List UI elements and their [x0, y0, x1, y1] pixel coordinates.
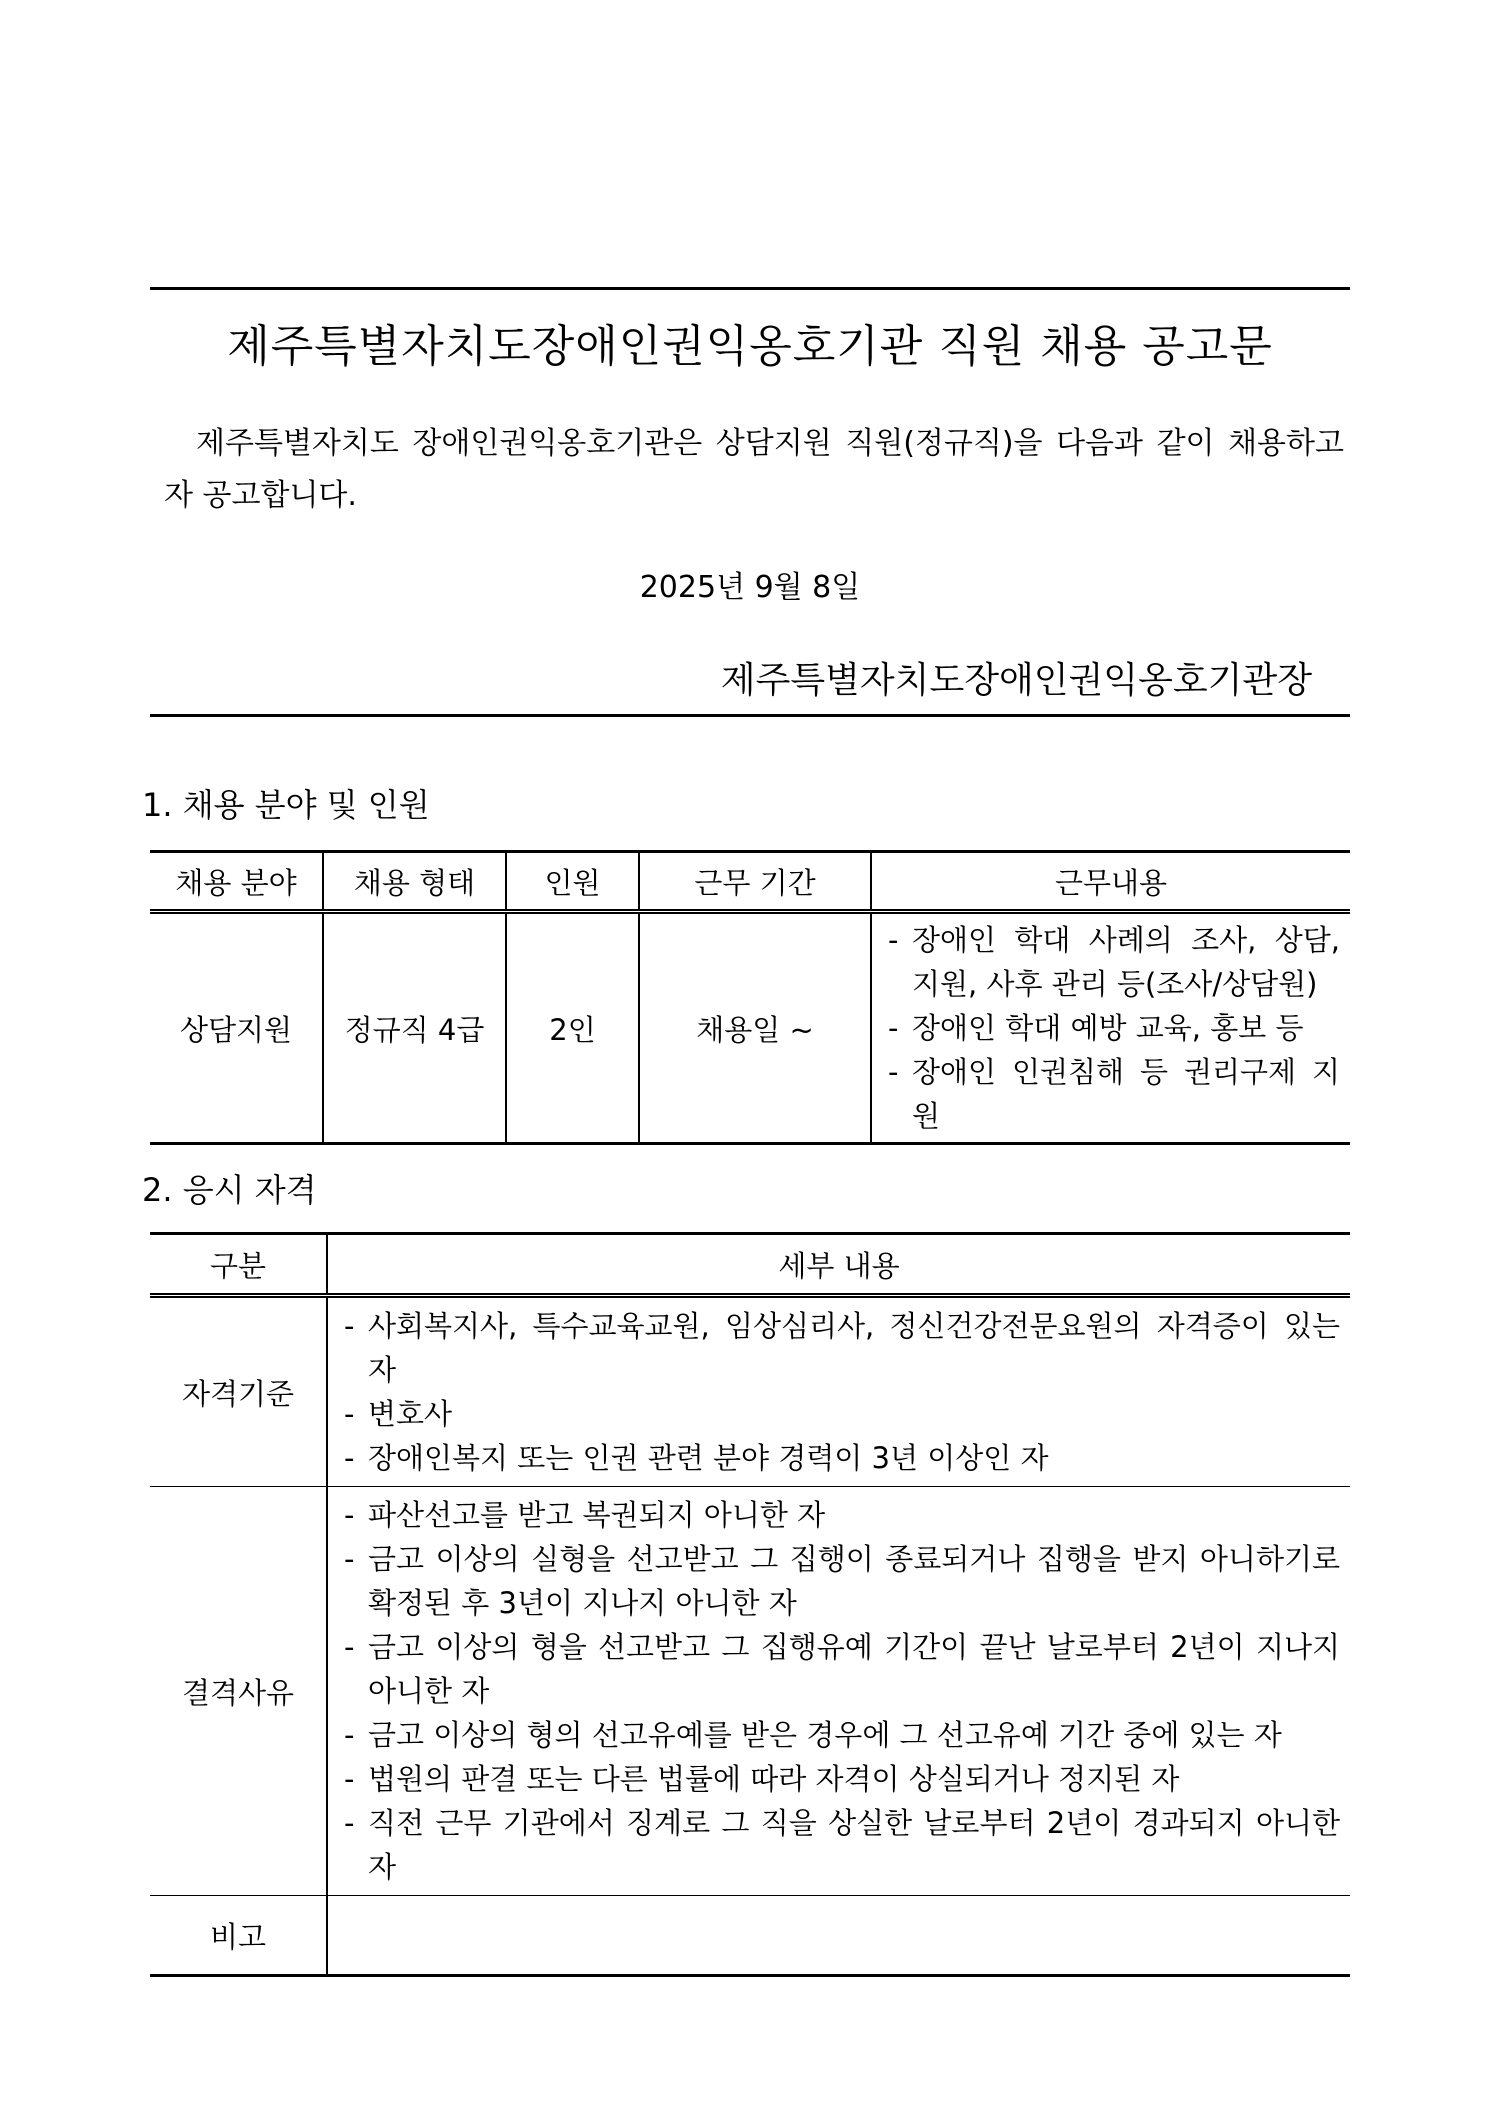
- list-item: - 금고 이상의 실형을 선고받고 그 집행이 종료되거나 집행을 받지 아니하기로 확정된 후 3년이 지나지 아니한 자: [342, 1537, 1340, 1625]
- section-heading-qualification: 2. 응시 자격: [142, 1171, 317, 1209]
- list-item: - 장애인 인권침해 등 권리구제 지원: [886, 1050, 1340, 1138]
- header-field: 채용 분야: [150, 852, 323, 912]
- cell-count: 2인: [506, 912, 639, 1144]
- note-content: [327, 1896, 1350, 1976]
- label-note: 비고: [150, 1896, 327, 1976]
- criteria-content: [327, 1296, 1350, 1487]
- header-duties: 근무내용: [871, 852, 1350, 912]
- disqualification-content: [327, 1487, 1350, 1896]
- cell-type: 정규직 4급: [323, 912, 506, 1144]
- label-disqualification: 결격사유: [150, 1487, 327, 1896]
- list-item: - 금고 이상의 형의 선고유예를 받은 경우에 그 선고유예 기간 중에 있는 자: [342, 1713, 1340, 1757]
- list-item: - 변호사: [342, 1392, 1340, 1436]
- list-item: - 금고 이상의 형을 선고받고 그 집행유예 기간이 끝난 날로부터 2년이 지나지 아니한 자: [342, 1625, 1340, 1713]
- table-row: [150, 1296, 1350, 1487]
- announcement-header: [150, 287, 1350, 717]
- recruitment-table: [150, 850, 1350, 1145]
- intro-paragraph: 제주특별자치도 장애인권익옹호기관은 상담지원 직원(정규직)을 다음과 같이 채용하고자 공고합니다.: [164, 426, 1344, 513]
- criteria-list: [342, 1304, 1340, 1480]
- list-item: - 사회복지사, 특수교육교원, 임상심리사, 정신건강전문요원의 자격증이 있는 자: [342, 1304, 1340, 1392]
- page-title: 제주특별자치도장애인권익옹호기관 직원 채용 공고문: [227, 321, 1273, 372]
- table-header-row: [150, 852, 1350, 912]
- cell-duties: [871, 912, 1350, 1144]
- list-item: - 직전 근무 기관에서 징계로 그 직을 상실한 날로부터 2년이 경과되지 아니한 자: [342, 1801, 1340, 1889]
- table-row: [150, 1487, 1350, 1896]
- section-heading-recruitment: 1. 채용 분야 및 인원: [142, 786, 430, 824]
- list-item: - 법원의 판결 또는 다른 법률에 따라 자격이 상실되거나 정지된 자: [342, 1757, 1340, 1801]
- label-criteria: 자격기준: [150, 1296, 327, 1487]
- qualification-table: [150, 1232, 1350, 1977]
- list-item: - 장애인 학대 예방 교육, 홍보 등: [886, 1006, 1340, 1050]
- cell-period: 채용일 ~: [639, 912, 871, 1144]
- duties-list: [886, 918, 1340, 1138]
- disqualification-list: [342, 1493, 1340, 1889]
- table-header-row: [150, 1234, 1350, 1296]
- issuer-name: 제주특별자치도장애인권익옹호기관장: [720, 660, 1312, 701]
- table-row: [150, 912, 1350, 1144]
- list-item: - 장애인 학대 사례의 조사, 상담, 지원, 사후 관리 등(조사/상담원): [886, 918, 1340, 1006]
- header-count: 인원: [506, 852, 639, 912]
- cell-field: 상담지원: [150, 912, 323, 1144]
- header-type: 채용 형태: [323, 852, 506, 912]
- header-category: 구분: [150, 1234, 327, 1296]
- list-item: - 장애인복지 또는 인권 관련 분야 경력이 3년 이상인 자: [342, 1436, 1340, 1480]
- table-row: [150, 1896, 1350, 1976]
- announcement-date: 2025년 9월 8일: [639, 570, 861, 605]
- header-details: 세부 내용: [327, 1234, 1350, 1296]
- list-item: - 파산선고를 받고 복권되지 아니한 자: [342, 1493, 1340, 1537]
- header-period: 근무 기간: [639, 852, 871, 912]
